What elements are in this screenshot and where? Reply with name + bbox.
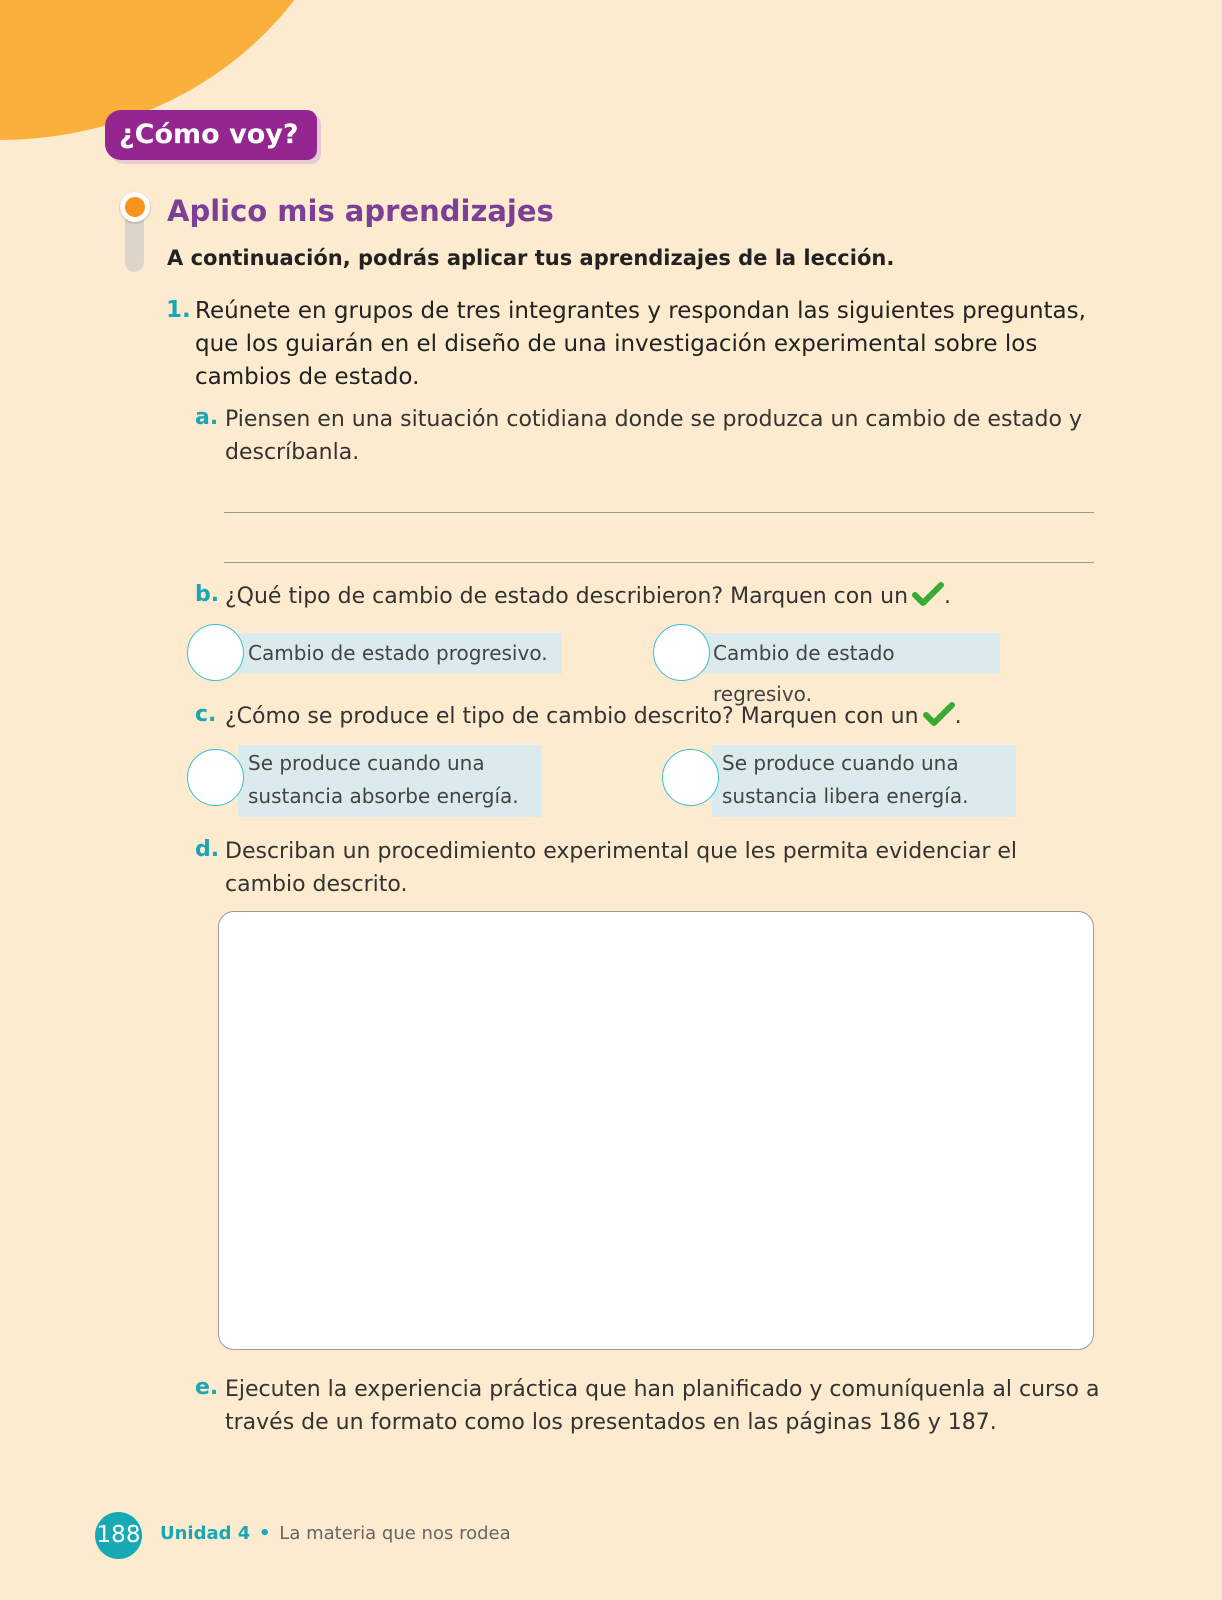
- footer-unit: Unidad 4: [160, 1523, 251, 1544]
- footer: [160, 1523, 511, 1544]
- page-number: 188: [95, 1512, 142, 1559]
- pin-dot: [125, 197, 145, 217]
- item-b-period: .: [944, 584, 952, 609]
- item-b-letter: b.: [195, 582, 220, 607]
- footer-topic: La materia que nos rodea: [279, 1523, 511, 1544]
- option-libera-checkbox[interactable]: [662, 749, 719, 806]
- option-absorbe-checkbox[interactable]: [187, 749, 244, 806]
- intro-text: A continuación, podrás aplicar tus aprendizajes de la lección.: [167, 246, 895, 270]
- option-progresivo: [238, 633, 562, 674]
- option-libera: [712, 745, 1016, 817]
- item-b-question: [225, 580, 1125, 613]
- answer-line-1[interactable]: [224, 512, 1094, 513]
- question-number: 1.: [166, 297, 191, 323]
- option-absorbe-line1: Se produce cuando una: [248, 751, 485, 775]
- section-badge: ¿Cómo voy?: [105, 110, 317, 160]
- checkmark-icon: [912, 582, 944, 606]
- question-text: Reúnete en grupos de tres integrantes y respondan las siguientes preguntas, que los guiarán en el diseño de una investigación experimental sobre los cambios de estado.: [195, 298, 1086, 390]
- option-libera-line1: Se produce cuando una: [722, 751, 959, 775]
- item-b-text: ¿Qué tipo de cambio de estado describieron? Marquen con un: [225, 584, 909, 609]
- item-c-question: [225, 700, 1125, 733]
- item-c-text: ¿Cómo se produce el tipo de cambio descrito? Marquen con un: [225, 704, 919, 729]
- option-absorbe: [238, 745, 541, 817]
- option-absorbe-line2: sustancia absorbe energía.: [248, 784, 519, 808]
- item-e-letter: e.: [195, 1375, 219, 1400]
- checkmark-icon: [923, 702, 955, 726]
- item-d-letter: d.: [195, 837, 220, 862]
- option-progresivo-checkbox[interactable]: [187, 624, 244, 681]
- item-e-text: Ejecuten la experiencia práctica que han planificado y comuníquenla al curso a través de un formato como los presentados en las páginas 186 y 187.: [225, 1377, 1100, 1435]
- answer-line-2[interactable]: [224, 562, 1094, 563]
- item-c-letter: c.: [195, 702, 217, 727]
- item-a-letter: a.: [195, 405, 219, 430]
- option-regresivo: [703, 633, 1000, 706]
- item-c-period: .: [954, 704, 962, 729]
- item-a-text: Piensen en una situación cotidiana donde se produzca un cambio de estado y descríbanla.: [225, 407, 1082, 465]
- option-regresivo-checkbox[interactable]: [653, 624, 710, 681]
- option-regresivo-label: Cambio de estado regresivo.: [713, 641, 895, 706]
- item-d-text: Describan un procedimiento experimental que les permita evidenciar el cambio descrito.: [225, 839, 1018, 897]
- section-title: Aplico mis aprendizajes: [167, 194, 554, 228]
- option-libera-line2: sustancia libera energía.: [722, 784, 969, 808]
- option-progresivo-label: Cambio de estado progresivo.: [248, 641, 548, 665]
- footer-separator: •: [259, 1523, 271, 1544]
- procedure-answer-box[interactable]: [218, 911, 1094, 1350]
